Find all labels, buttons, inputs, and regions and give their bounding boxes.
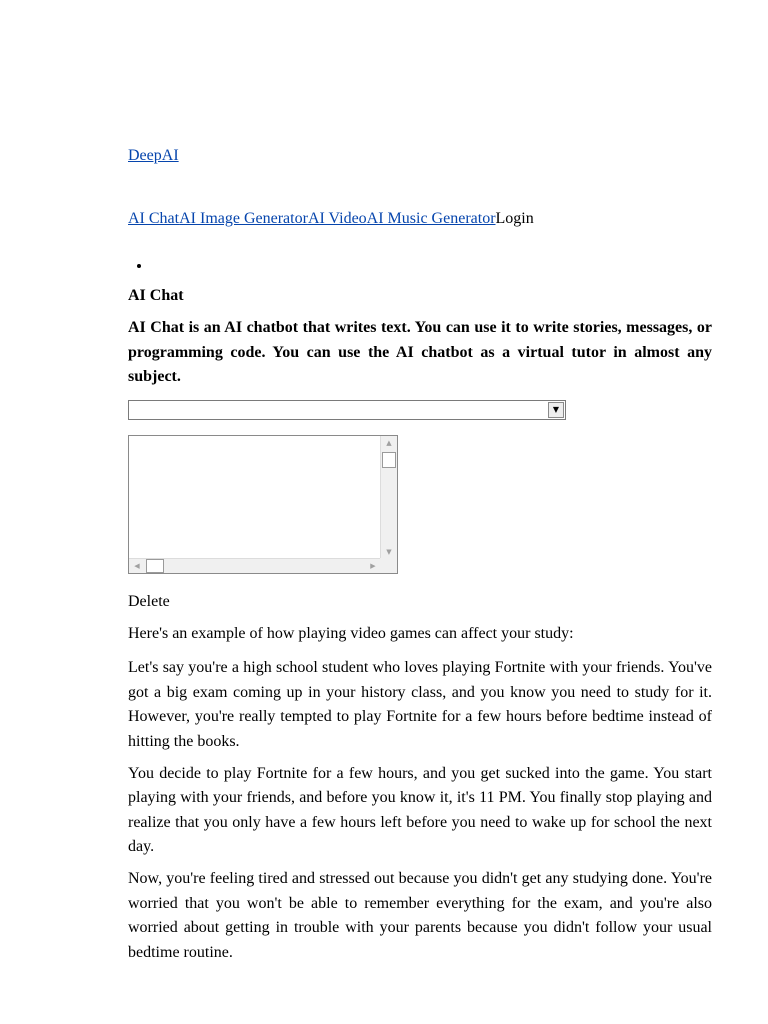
scroll-down-icon[interactable]: ▼ <box>386 548 392 556</box>
vertical-scroll-thumb[interactable] <box>382 452 396 468</box>
deepai-logo-link[interactable]: DeepAI <box>128 147 179 164</box>
chevron-down-icon[interactable]: ▼ <box>548 402 564 418</box>
horizontal-scrollbar[interactable] <box>129 558 381 573</box>
login-button[interactable]: Login <box>495 210 534 227</box>
chat-response <box>128 624 712 973</box>
resize-corner[interactable] <box>380 558 397 573</box>
response-paragraph: Here's an example of how playing video games can affect your study: <box>128 625 574 642</box>
empty-bullet-list <box>128 256 152 276</box>
chat-input-textarea[interactable] <box>128 435 398 574</box>
nav-link-ai-image-generator[interactable]: AI Image Generator <box>179 210 308 227</box>
nav-link-ai-chat[interactable]: AI Chat <box>128 210 180 227</box>
model-select[interactable] <box>128 400 566 420</box>
response-paragraph: Now, you're feeling tired and stressed out because you didn't get any studying done. You're worried that you won't be able to remember everything for the exam, and you're also worried about getting in trouble with your parents because you didn't follow your usual bedtime routine. <box>128 870 712 961</box>
top-nav <box>128 209 534 229</box>
page-title: AI Chat <box>128 287 184 304</box>
nav-link-ai-music-generator[interactable]: AI Music Generator <box>366 210 496 227</box>
nav-link-ai-video[interactable]: AI Video <box>307 210 367 227</box>
horizontal-scroll-thumb[interactable] <box>146 559 164 573</box>
scroll-right-icon[interactable]: ▶ <box>370 562 376 570</box>
vertical-scrollbar[interactable] <box>380 436 397 559</box>
scroll-up-icon[interactable]: ▲ <box>386 439 392 447</box>
page-description: AI Chat is an AI chatbot that writes text. You can use it to write stories, messages, or programming code. You can use the AI chatbot as a virtual tutor in almost any subject. <box>128 319 712 385</box>
response-paragraph: Let's say you're a high school student who loves playing Fortnite with your friends. You've got a big exam coming up in your history class, and you know you need to study for it. However, you're really tempted to play Fortnite for a few hours before bedtime instead of hitting the books. <box>128 659 712 750</box>
response-paragraph: You decide to play Fortnite for a few hours, and you get sucked into the game. You start playing with your friends, and before you know it, it's 11 PM. You finally stop playing and realize that you only have a few hours left before you need to wake up for school the next day. <box>128 764 712 855</box>
scroll-left-icon[interactable]: ◀ <box>134 562 140 570</box>
delete-button[interactable]: Delete <box>128 593 170 610</box>
